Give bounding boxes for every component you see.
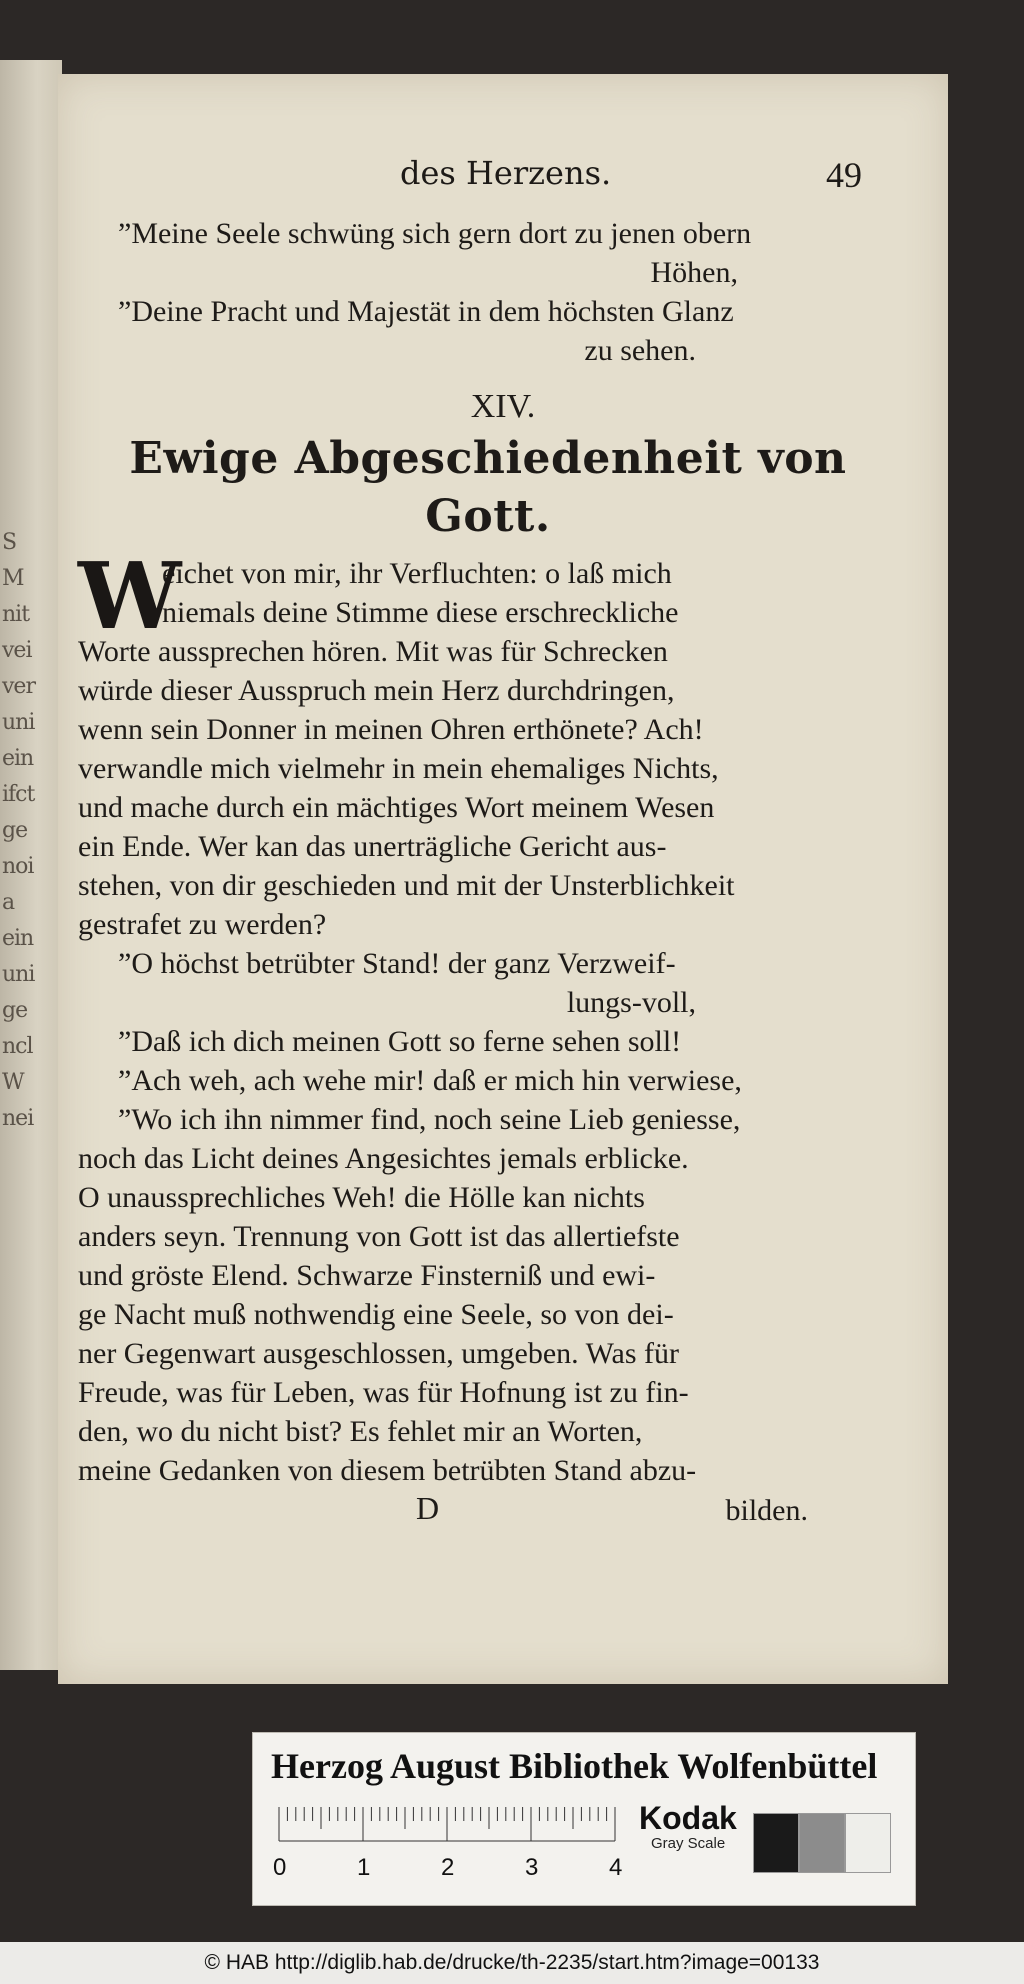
prev-page-fragment: vei — [2, 638, 32, 663]
prev-page-fragment: a — [2, 890, 15, 915]
text-line: ”Wo ich ihn nimmer find, noch seine Lieb geniesse, — [118, 1103, 741, 1136]
catchword: bilden. — [725, 1494, 808, 1527]
text-line: lungs-voll, — [566, 986, 696, 1019]
text-line: stehen, von dir geschieden und mit der Unsterblichkeit — [78, 869, 735, 902]
ruler-graphic — [271, 1799, 663, 1887]
prev-page-fragment: ein — [2, 746, 34, 771]
verse-middle — [78, 944, 868, 1139]
prev-page-fragment: ge — [2, 818, 28, 843]
drop-cap-lines — [78, 554, 868, 632]
text-line: ”Ach weh, ach wehe mir! daß er mich hin verwiese, — [118, 1064, 742, 1097]
text-line: noch das Licht deines Angesichtes jemals erblicke. — [78, 1142, 689, 1175]
text-line: Höhen, — [650, 256, 738, 289]
text-line: würde dieser Ausspruch mein Herz durchdringen, — [78, 674, 675, 707]
signature-mark: D — [416, 1490, 440, 1526]
page-footer-marks — [78, 1490, 868, 1534]
kodak-brand: Kodak — [639, 1800, 737, 1836]
ruler-label: 2 — [441, 1854, 455, 1881]
paragraph-1 — [78, 542, 868, 944]
drop-cap: W — [78, 542, 182, 650]
text-line: eichet von mir, ihr Verfluchten: o laß mich — [162, 557, 672, 590]
section-title: Ewige Abgeschiedenheit von Gott. — [129, 433, 847, 542]
kodak-label — [639, 1801, 749, 1852]
text-line: und gröste Elend. Schwarze Finsterniß und ewi- — [78, 1259, 656, 1292]
swatch-black — [753, 1813, 799, 1873]
text-line: anders seyn. Trennung von Gott ist das allertiefste — [78, 1220, 680, 1253]
text-line: meine Gedanken von diesem betrübten Stand abzu- — [78, 1454, 697, 1487]
prev-page-fragment: M — [2, 566, 24, 591]
swatch-white — [845, 1813, 891, 1873]
paragraph-2 — [78, 1139, 868, 1490]
text-line: ”O höchst betrübter Stand! der ganz Verzweif- — [118, 947, 676, 980]
ruler-label: 3 — [525, 1854, 539, 1881]
library-name: Herzog August Bibliothek Wolfenbüttel — [271, 1746, 878, 1786]
prev-page-fragment: uni — [2, 962, 35, 987]
page-text — [78, 214, 868, 1534]
ruler-label: 0 — [273, 1854, 287, 1881]
ruler-label: 4 — [609, 1854, 623, 1881]
scale-ruler — [271, 1799, 663, 1887]
running-head: des Herzens. — [400, 154, 612, 192]
page-header — [348, 154, 868, 204]
prev-page-fragment: ncl — [2, 1034, 33, 1059]
copyright-footer — [0, 1942, 1024, 1984]
prev-page-fragment: ge — [2, 998, 28, 1023]
paragraph-1-lines — [78, 632, 868, 944]
text-line: und mache durch ein mächtiges Wort meinem Wesen — [78, 791, 715, 824]
text-line: wenn sein Donner in meinen Ohren erthönete? Ach! — [78, 713, 704, 746]
prev-page-fragment: ifct — [2, 782, 35, 807]
text-line: ”Deine Pracht und Majestät in dem höchsten Glanz — [118, 295, 734, 328]
page-number: 49 — [826, 155, 862, 195]
text-line: zu sehen. — [584, 334, 696, 367]
text-line: ein Ende. Wer kan das unerträgliche Gericht aus- — [78, 830, 667, 863]
prev-page-fragment: S — [2, 530, 17, 555]
swatch-gray — [799, 1813, 845, 1873]
ruler-label: 1 — [357, 1854, 371, 1881]
prev-page-fragment: nei — [2, 1106, 34, 1131]
prev-page-fragment: noi — [2, 854, 34, 879]
book-page — [58, 74, 948, 1684]
prev-page-fragment: W — [2, 1070, 24, 1095]
text-line: gestrafet zu werden? — [78, 908, 327, 941]
text-line: O unaussprechliches Weh! die Hölle kan nichts — [78, 1181, 645, 1214]
prev-page-fragment: uni — [2, 710, 35, 735]
copyright-text: © HAB http://diglib.hab.de/drucke/th-2235/start.htm?image=00133 — [204, 1951, 820, 1974]
text-line: ”Daß ich dich meinen Gott so ferne sehen soll! — [118, 1025, 682, 1058]
color-calibration-card — [252, 1732, 916, 1906]
section-number: XIV. — [470, 388, 536, 425]
prev-page-fragment: ver — [2, 674, 35, 699]
prev-page-fragment: nit — [2, 602, 30, 627]
text-line: den, wo du nicht bist? Es fehlet mir an Worten, — [78, 1415, 643, 1448]
text-line: ge Nacht muß nothwendig eine Seele, so von dei- — [78, 1298, 674, 1331]
text-line: niemals deine Stimme diese erschreckliche — [162, 596, 679, 629]
previous-page-edge — [0, 60, 62, 1670]
text-line: verwandle mich vielmehr in mein ehemaliges Nichts, — [78, 752, 719, 785]
kodak-subtitle: Gray Scale — [651, 1835, 726, 1852]
text-line: ner Gegenwart ausgeschlossen, umgeben. Was für — [78, 1337, 680, 1370]
verse-top — [78, 214, 868, 370]
prev-page-fragment: ein — [2, 926, 34, 951]
text-line: Freude, was für Leben, was für Hofnung ist zu fin- — [78, 1376, 689, 1409]
text-line: ”Meine Seele schwüng sich gern dort zu jenen obern — [118, 217, 752, 250]
text-line: Worte aussprechen hören. Mit was für Schrecken — [78, 635, 668, 668]
